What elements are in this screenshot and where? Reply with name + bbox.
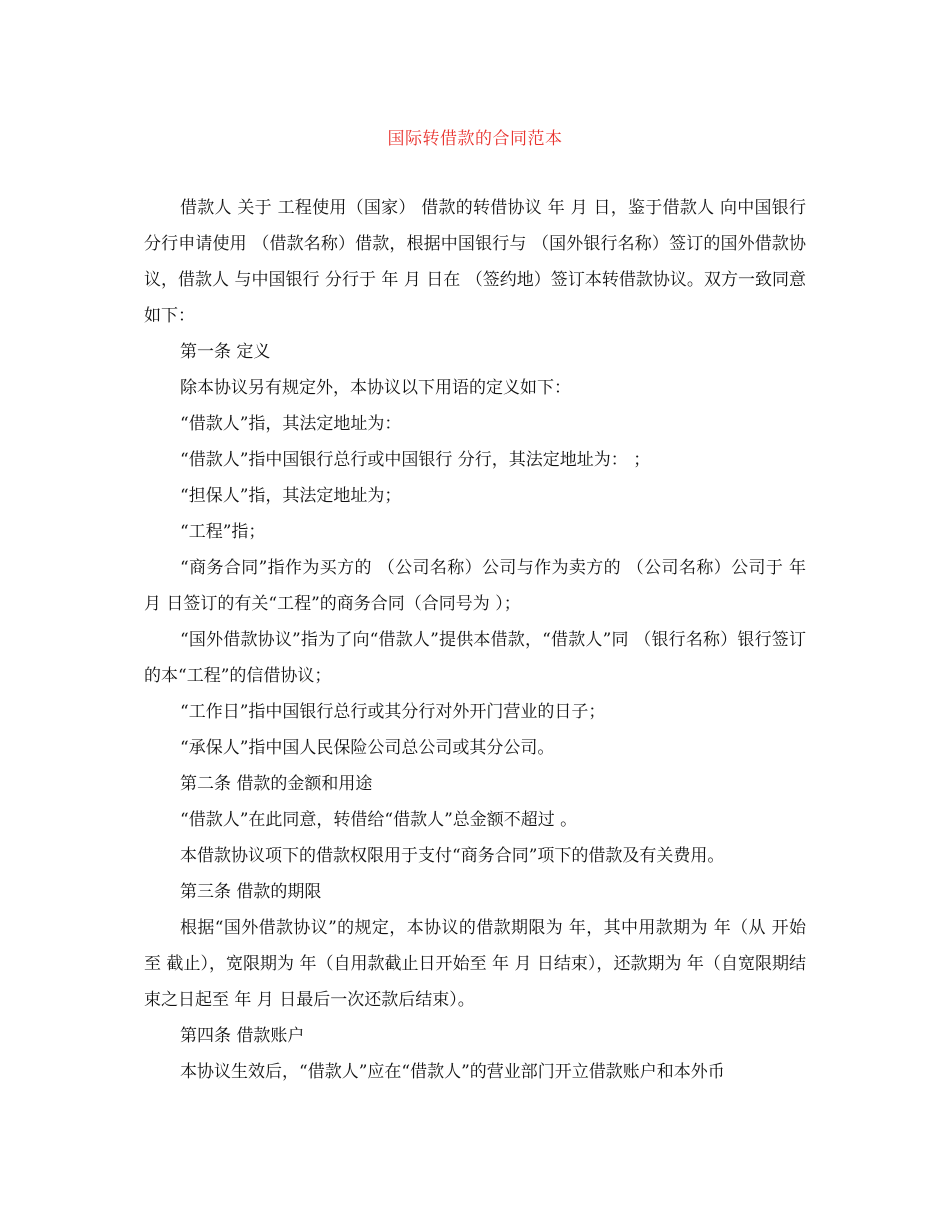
definition-working-day: “工作日”指中国银行总行或其分行对外开门营业的日子； <box>180 702 606 722</box>
article-2-heading: 第二条 借款的金额和用途 <box>180 774 373 794</box>
document-title: 国际转借款的合同范本 <box>387 129 563 149</box>
loan-account-paragraph: 本协议生效后，“借款人”应在“借款人”的营业部门开立借款账户和本外币 <box>180 1062 725 1082</box>
definition-lender: “借款人”指中国银行总行或中国银行 分行，其法定地址为： ； <box>180 450 651 470</box>
loan-term-paragraph: 根据“国外借款协议”的规定，本协议的借款期限为 年，其中用款期为 年（从 开始至 截止），宽限期为 年（自用款截止日开始至 年 月 日结束），还款期为 年（自宽限期结束之日起至 年 月 日最后一次还款后结束）。 <box>144 918 806 1010</box>
loan-amount-paragraph: “借款人”在此同意，转借给“借款人”总金额不超过 。 <box>180 810 578 830</box>
article-4-heading: 第四条 借款账户 <box>180 1026 305 1046</box>
document-body <box>144 190 806 1090</box>
article-3-heading: 第三条 借款的期限 <box>180 882 322 902</box>
definition-project: “工程”指； <box>180 522 266 542</box>
definition-insurer: “承保人”指中国人民保险公司总公司或其分公司。 <box>180 738 555 758</box>
definition-borrower: “借款人”指，其法定地址为： <box>180 414 402 434</box>
intro-paragraph: 借款人 关于 工程使用（国家） 借款的转借协议 年 月 日，鉴于借款人 向中国银行 分行申请使用 （借款名称）借款，根据中国银行与 （国外银行名称）签订的国外借款协议，借款人 与中国银行 分行于 年 月 日在 （签约地）签订本转借款协议。双方一致同意如下： <box>144 198 806 326</box>
definition-intro: 除本协议另有规定外，本协议以下用语的定义如下： <box>180 378 571 398</box>
article-1-heading: 第一条 定义 <box>180 342 271 362</box>
definition-foreign-loan-agreement: “国外借款协议”指为了向“借款人”提供本借款，“借款人”同 （银行名称）银行签订的本“工程”的信借协议； <box>144 630 806 686</box>
loan-purpose-paragraph: 本借款协议项下的借款权限用于支付“商务合同”项下的借款及有关费用。 <box>180 846 725 866</box>
definition-guarantor: “担保人”指，其法定地址为； <box>180 486 402 506</box>
definition-commercial-contract: “商务合同”指作为买方的 （公司名称）公司与作为卖方的 （公司名称）公司于 年 月 日签订的有关“工程”的商务合同（合同号为 ）； <box>144 558 806 614</box>
